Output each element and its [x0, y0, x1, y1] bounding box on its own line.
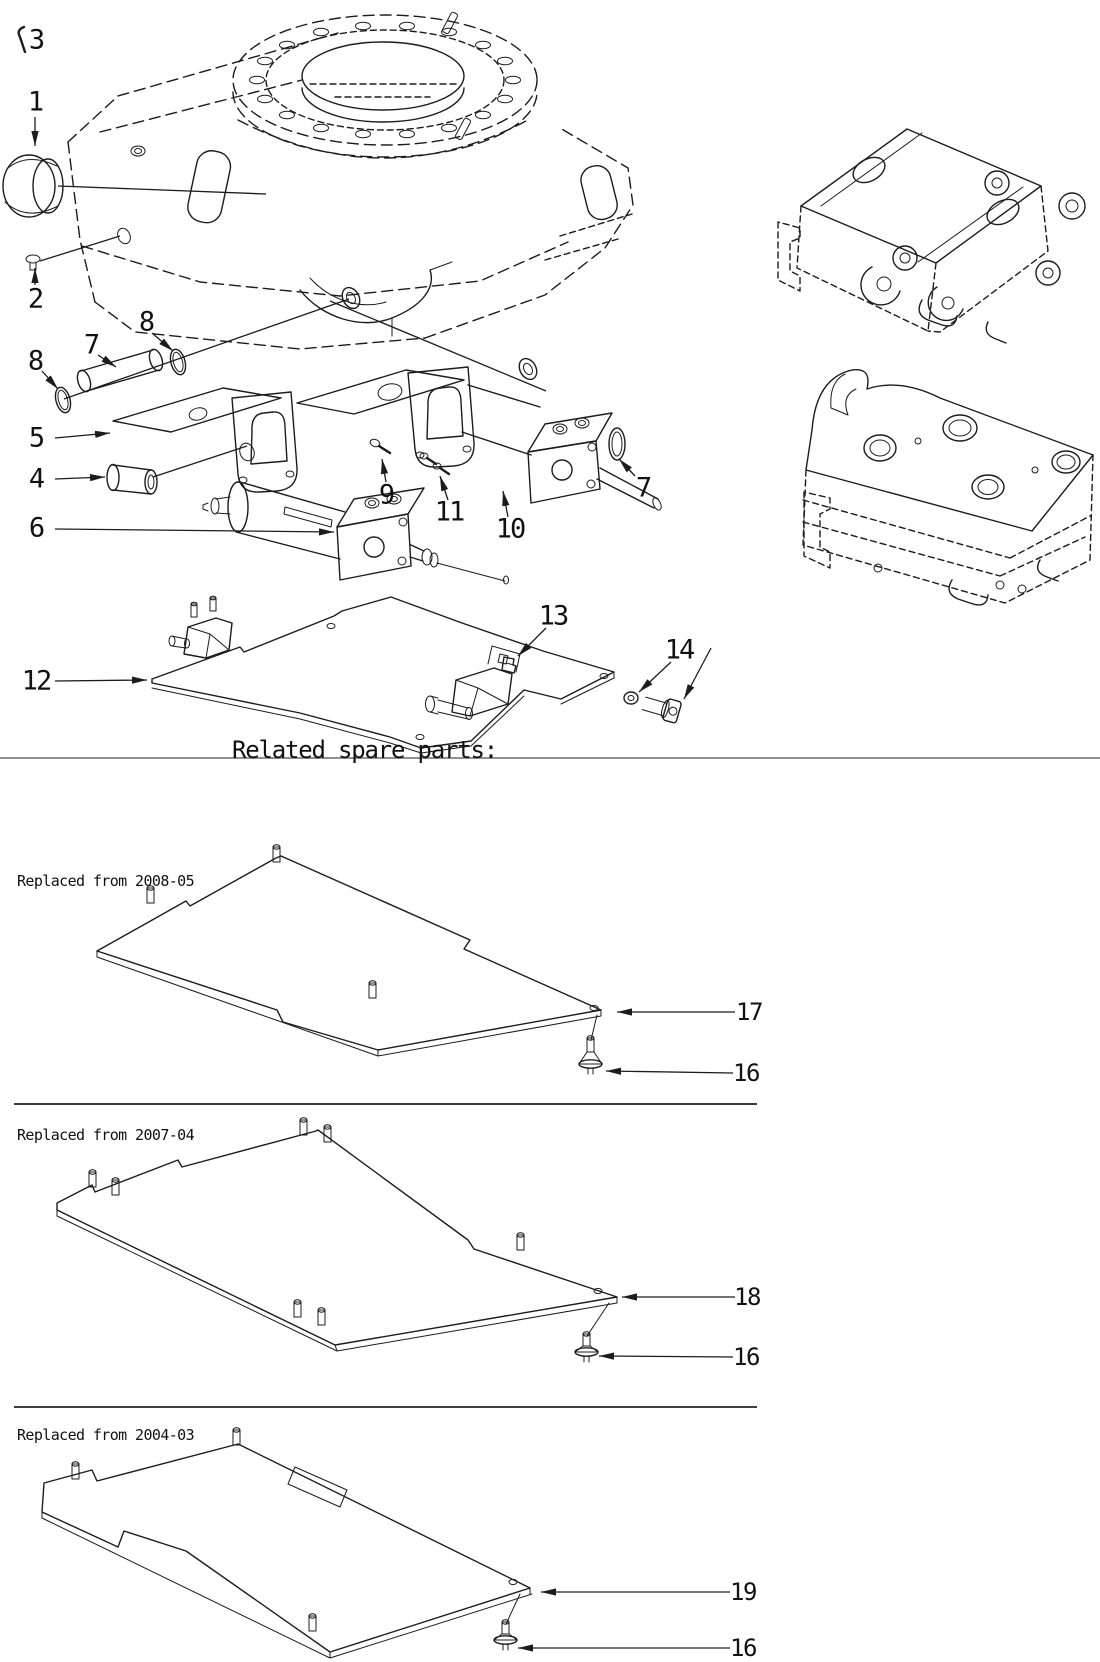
slewing-ring [233, 12, 537, 157]
callout-7-right: 7 [635, 472, 651, 504]
plate-12 [152, 596, 682, 753]
section-divider-3 [14, 1406, 757, 1408]
coupler-iso-view-top [778, 129, 1085, 343]
callout-14: 14 [664, 634, 694, 666]
callout-18: 18 [734, 1283, 760, 1311]
seal-ring-1 [3, 155, 63, 217]
callout-4: 4 [28, 463, 44, 495]
cylinder-10-assembly [297, 367, 663, 511]
related-spare-parts-heading: Related spare parts: [232, 736, 497, 764]
callout-5: 5 [28, 422, 44, 454]
bracket-5 [113, 388, 297, 492]
section-divider-2 [14, 1103, 757, 1105]
callout-13: 13 [538, 600, 568, 632]
callout-17: 17 [736, 998, 762, 1026]
spare-plate-19 [42, 1428, 730, 1658]
replaced-from-label-3: Replaced from 2004-03 [17, 1426, 195, 1444]
callout-10: 10 [495, 513, 525, 545]
callout-1: 1 [27, 86, 43, 118]
callout-16-first: 16 [733, 1059, 759, 1087]
callout-16-third: 16 [730, 1634, 756, 1662]
replaced-from-label-1: Replaced from 2008-05 [17, 872, 195, 890]
callout-8-lower: 8 [27, 345, 43, 377]
callout-11: 11 [434, 496, 464, 528]
replaced-from-label-2: Replaced from 2007-04 [17, 1126, 195, 1144]
pin-3-icon [19, 27, 25, 52]
reference-lines [40, 186, 546, 477]
callout-3: 3 [28, 24, 44, 56]
callout-2: 2 [27, 283, 43, 315]
callout-6: 6 [28, 512, 44, 544]
coupler-iso-view-bottom [803, 370, 1093, 605]
callout-12: 12 [21, 665, 51, 697]
callout-7-left: 7 [83, 329, 99, 361]
callout-8-upper: 8 [138, 306, 154, 338]
screw-2 [26, 255, 40, 270]
callout-16-second: 16 [733, 1343, 759, 1371]
spare-plate-18 [57, 1118, 735, 1362]
section-divider-top [0, 757, 1100, 759]
callout-19: 19 [730, 1578, 756, 1606]
callout-9: 9 [378, 479, 394, 511]
pin-4 [107, 465, 157, 495]
